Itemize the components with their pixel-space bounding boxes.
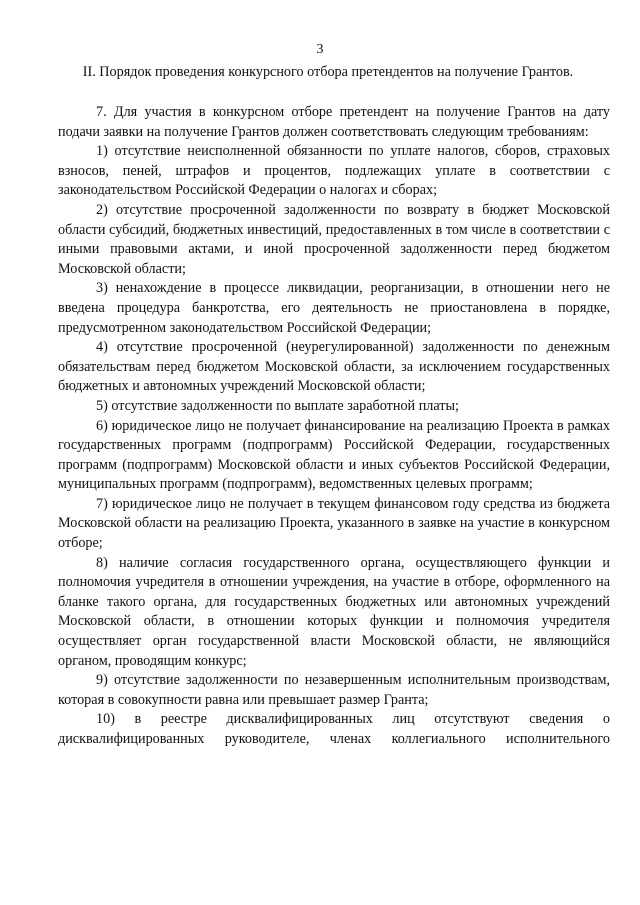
page-number: 3 [316, 42, 324, 57]
requirement-item-8: 8) наличие согласия государственного органа, осуществляющего функции и полномочия учредителя в отношении учреждения, на участие в отборе, оформленного на бланке такого органа, для государственных бюджетных или автономных учреждений Московской области, в отношении которых функции и полномочия учредителя осуществляет орган государственной власти Московской области, не являющийся органом, проводящим конкурс; [58, 554, 610, 669]
requirement-item-2: 2) отсутствие просроченной задолженности по возврату в бюджет Московской области субсидий, бюджетных инвестиций, предоставленных в том числе в соответствии с иными правовыми актами, и иной просроченной задолженности перед бюджетом Московской области; [58, 201, 610, 277]
document-body [58, 103, 610, 750]
requirement-item-6: 6) юридическое лицо не получает финансирование на реализацию Проекта в рамках государственных программ (подпрограмм) Российской Федерации, государственных программ (подпрограмм) Московской области и иных субъектов Российской Федерации, муниципальных программ (подпрограмм), ведомственных целевых программ; [58, 417, 610, 493]
requirement-item-10: 10) в реестре дисквалифицированных лиц отсутствуют сведения о дисквалифицированных руководителе, членах коллегиального исполнительного [58, 711, 610, 747]
requirement-item-7: 7) юридическое лицо не получает в текущем финансовом году средства из бюджета Московской области на реализацию Проекта, указанного в заявке на участие в конкурсном отборе; [58, 495, 610, 552]
section-heading: II. Порядок проведения конкурсного отбора претендентов на получение Грантов. [82, 64, 574, 80]
requirement-item-1: 1) отсутствие неисполненной обязанности по уплате налогов, сборов, страховых взносов, пеней, штрафов и процентов, подлежащих уплате в соответствии с законодательством Российской Федерации о налогах и сборах; [58, 143, 610, 199]
requirement-item-4: 4) отсутствие просроченной (неурегулированной) задолженности по денежным обязательствам перед бюджетом Московской области, за исключением государственных бюджетных и автономных учреждений Московской области; [58, 339, 610, 395]
requirement-item-9: 9) отсутствие задолженности по незавершенным исполнительным производствам, которая в совокупности равна или превышает размер Гранта; [58, 672, 610, 708]
intro-paragraph: 7. Для участия в конкурсном отборе претендент на получение Грантов на дату подачи заявки на получение Грантов должен соответствовать следующим требованиям: [58, 104, 610, 140]
requirement-item-5: 5) отсутствие задолженности по выплате заработной платы; [96, 397, 459, 414]
requirement-item-3: 3) ненахождение в процессе ликвидации, реорганизации, в отношении него не введена процедура банкротства, его деятельность не приостановлена в порядке, предусмотренном законодательством Российской Федерации; [58, 280, 610, 336]
